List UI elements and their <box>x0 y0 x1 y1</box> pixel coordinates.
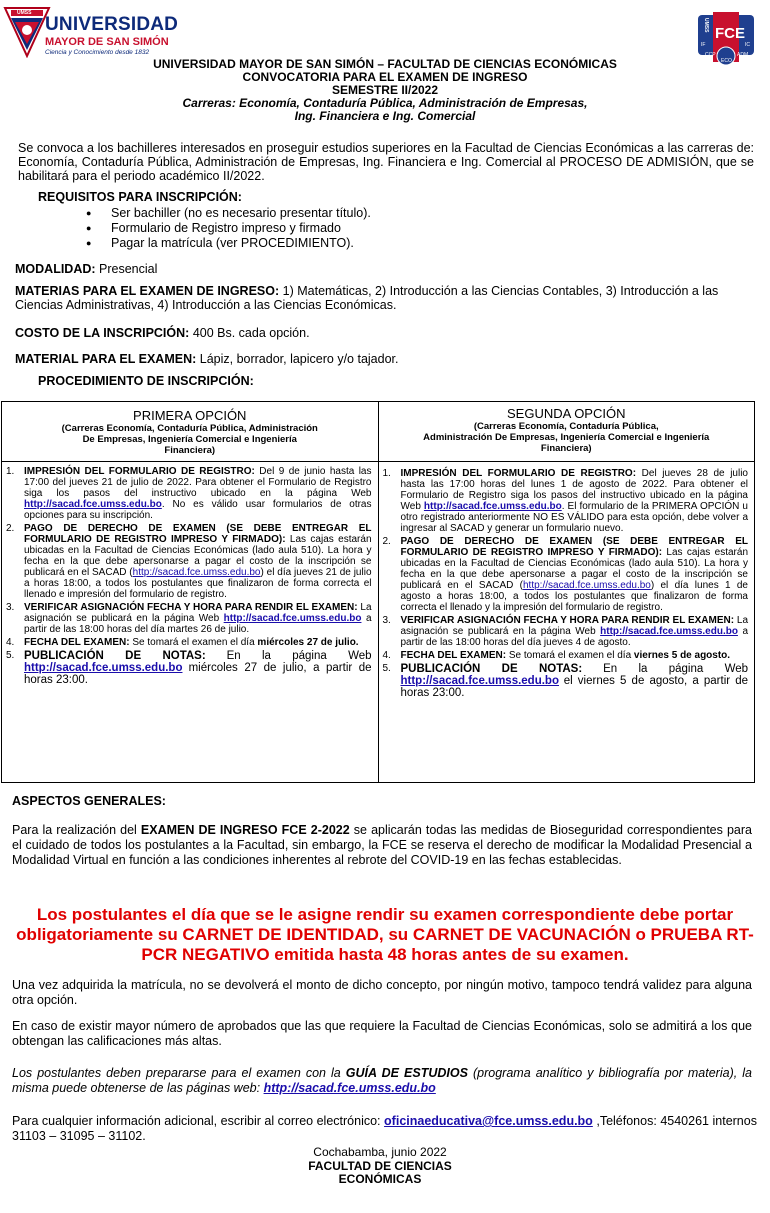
step-heading: FECHA DEL EXAMEN: <box>24 637 130 648</box>
fce-logo <box>695 12 757 66</box>
step-date: miércoles 27 de julio. <box>257 637 359 648</box>
step-heading: PUBLICACIÓN DE NOTAS: <box>400 663 583 675</box>
modality-label: MODALIDAD: <box>15 262 96 276</box>
general-p4-mid: (programa analítico y bibliografía por materia), la misma puede obtenerse de las páginas web: <box>12 1066 752 1095</box>
option2-title: SEGUNDA OPCIÓN <box>507 406 626 421</box>
general-p1-start: Para la realización del <box>12 823 137 837</box>
step-number: 4. <box>6 637 15 648</box>
sacad-link[interactable]: http://sacad.fce.umss.edu.bo <box>400 675 559 687</box>
general-paragraph-2: Una vez adquirida la matrícula, no se devolverá el monto de dicho concepto, por ningún motivo, tampoco tendrá validez para alguna otra opción. <box>12 978 752 1007</box>
option1-step <box>2 466 372 521</box>
step-text-end: miércoles 27 de julio, a partir de horas 23:00. <box>24 662 372 686</box>
step-text: Del jueves 28 de julio hasta las 17:00 horas del lunes 1 de agosto de 2022. Para obtener el Formulario de Registro siga los pasos del instructivo ubicado en la página Web <box>400 468 748 512</box>
header-careers-1: Carreras: Economía, Contaduría Pública, Administración de Empresas, <box>182 96 588 110</box>
step-text: Las cajas estarán ubicadas en la Facultad de Ciencias Económicas (lado aula 510). La hora y fecha en la que debe apersonarse a pagar el costo de la inscripción se publicará en el SACAD ( <box>24 534 372 578</box>
sacad-link[interactable]: http://sacad.fce.umss.edu.bo <box>423 501 562 512</box>
step-heading: FECHA DEL EXAMEN: <box>400 650 507 661</box>
cost-value: 400 Bs. cada opción. <box>192 326 310 340</box>
step-number: 5. <box>382 663 391 674</box>
step-number: 2. <box>382 536 391 547</box>
fce-small-ccp: CCP <box>705 52 716 58</box>
option2-step <box>379 615 749 648</box>
general-p1-exam: EXAMEN DE INGRESO FCE 2-2022 <box>140 823 350 837</box>
intro-paragraph: Se convoca a los bachilleres interesados en proseguir estudios superiores en la Facultad de Ciencias Económicas a las carreras de: Economía, Contaduría Pública, Administración de Empresas, Ing. Financiera e Ing. Comercial al PROCESO DE ADMISIÓN, que se habilitará para el periodo académico II/2022. <box>18 141 754 183</box>
option2-sub3: Financiera) <box>540 443 592 454</box>
step-text-end: a partir de las 18:00 horas del día martes 26 de julio. <box>24 613 372 635</box>
step-text: La asignación se publicará en la página Web <box>24 602 372 624</box>
option1-step <box>2 602 372 635</box>
fce-letters: FCE <box>715 25 745 42</box>
umss-subname: MAYOR DE SAN SIMÓN <box>45 36 169 48</box>
option1-steps <box>2 466 372 686</box>
step-number: 2. <box>6 523 15 534</box>
footer-org-2: ECONÓMICAS <box>338 1172 422 1186</box>
sacad-link[interactable]: http://sacad.fce.umss.edu.bo <box>600 626 738 637</box>
step-number: 4. <box>382 650 391 661</box>
sacad-link[interactable]: http://sacad.fce.umss.edu.bo <box>132 567 261 578</box>
general-p5-start: Para cualquier información adicional, escribir al correo electrónico: <box>12 1114 381 1128</box>
step-number: 1. <box>382 468 391 479</box>
requirements-title: REQUISITOS PARA INSCRIPCIÓN: <box>38 190 242 204</box>
subjects-label: MATERIAS PARA EL EXAMEN DE INGRESO: <box>15 284 280 298</box>
email-link[interactable]: oficinaeducativa@fce.umss.edu.bo <box>384 1114 593 1128</box>
sacad-link[interactable]: http://sacad.fce.umss.edu.bo <box>24 662 183 674</box>
list-item: ● Pagar la matrícula (ver PROCEDIMIENTO). <box>86 236 371 251</box>
option1-title: PRIMERA OPCIÓN <box>133 408 247 423</box>
step-text-end: el viernes 5 de agosto, a partir de horas 23:00. <box>400 675 749 699</box>
step-heading: IMPRESIÓN DEL FORMULARIO DE REGISTRO: <box>400 468 637 479</box>
material-line <box>15 352 398 366</box>
option1-step <box>2 523 372 600</box>
option2-steps-cell <box>378 462 755 783</box>
step-number: 1. <box>6 466 15 477</box>
step-text-end: a partir de las 18:00 horas del día jueves 4 de agosto. <box>400 626 748 648</box>
material-label: MATERIAL PARA EL EXAMEN: <box>15 352 197 366</box>
option1-steps-cell <box>2 462 379 783</box>
step-number: 3. <box>382 615 391 626</box>
footer-org-1: FACULTAD DE CIENCIAS <box>308 1158 452 1173</box>
option1-sub3: Financiera) <box>164 445 216 456</box>
step-heading: PAGO DE DERECHO DE EXAMEN (SE DEBE ENTREGAR EL FORMULARIO DE REGISTRO IMPRESO Y FIRMADO): <box>400 536 748 558</box>
option2-steps <box>379 468 749 699</box>
general-paragraph-4 <box>12 1066 752 1096</box>
cost-line <box>15 326 310 340</box>
umss-logo <box>3 6 183 58</box>
general-p5-end: ,Teléfonos: 4540261 internos 31103 – 31095 – 31102. <box>12 1114 757 1143</box>
step-heading: IMPRESIÓN DEL FORMULARIO DE REGISTRO: <box>24 466 255 477</box>
umss-badge-text: UMSS <box>17 10 32 16</box>
sacad-link[interactable]: http://sacad.fce.umss.edu.bo <box>24 499 162 510</box>
header-line-3: SEMESTRE II/2022 <box>331 83 439 97</box>
fce-umss-text: UMSS <box>703 18 709 33</box>
modality-value: Presencial <box>99 262 158 276</box>
step-text: Del 9 de junio hasta las 17:00 del jueves 21 de julio de 2022. Para obtener el Formulario de Registro siga los pasos del instructivo ubicado en la página Web <box>24 466 372 499</box>
option1-step <box>2 650 372 686</box>
fce-small-ic: IC <box>745 42 750 48</box>
step-number: 5. <box>6 650 15 661</box>
fce-small-adm: ADM <box>737 52 749 58</box>
step-text-end: ) el día lunes 1 de agosto a horas 18:00, a todos los postulantes que finalizaron de forma correcta el llenado y la impresión del formulario de registro. <box>400 580 748 613</box>
general-paragraph-5 <box>12 1114 757 1144</box>
option1-header <box>2 402 379 462</box>
requirements-list <box>86 206 371 251</box>
step-heading: VERIFICAR ASIGNACIÓN FECHA Y HORA PARA RENDIR EL EXAMEN: <box>24 602 358 613</box>
step-text: En la página Web <box>603 663 749 675</box>
cost-label: COSTO DE LA INSCRIPCIÓN: <box>15 326 190 340</box>
step-text: En la página Web <box>226 650 372 662</box>
procedure-title: PROCEDIMIENTO DE INSCRIPCIÓN: <box>38 374 254 388</box>
option2-sub2: Administración De Empresas, Ingeniería Comercial e Ingeniería <box>423 432 710 443</box>
warning-notice: Los postulantes el día que se le asigne rendir su examen correspondiente debe portar obligatoriamente su CARNET DE IDENTIDAD, su CARNET DE VACUNACIÓN o PRUEBA RT-PCR NEGATIVO emitida hasta 48 horas antes de su examen. <box>16 905 754 964</box>
document-footer <box>230 1146 530 1187</box>
step-heading: PUBLICACIÓN DE NOTAS: <box>24 650 206 662</box>
step-text: La asignación se publicará en la página Web <box>400 615 749 637</box>
option2-step <box>379 468 749 534</box>
step-heading: PAGO DE DERECHO DE EXAMEN (SE DEBE ENTREGAR EL FORMULARIO DE REGISTRO IMPRESO Y FIRMADO): <box>24 523 372 545</box>
general-title: ASPECTOS GENERALES: <box>12 794 166 808</box>
step-text: Se tomará el examen el día <box>132 637 255 648</box>
header-careers-2: Ing. Financiera e Ing. Comercial <box>294 109 476 123</box>
subjects-value: 1) Matemáticas, 2) Introducción a las Ciencias Contables, 3) Introducción a las Ciencias Administrativas, 4) Introducción a las Ciencias Económicas. <box>15 284 719 312</box>
subjects-line <box>15 284 763 312</box>
header-line-1: UNIVERSIDAD MAYOR DE SAN SIMÓN – FACULTAD DE CIENCIAS ECONÓMICAS <box>153 57 617 71</box>
step-text: Se tomará el examen el día <box>508 650 632 661</box>
option2-step <box>379 663 749 699</box>
option1-sub2: De Empresas, Ingeniería Comercial e Ingeniería <box>82 434 297 445</box>
option2-step <box>379 650 749 661</box>
option2-sub1: (Carreras Economía, Contaduría Pública, <box>473 421 659 432</box>
option2-step <box>379 536 749 613</box>
step-number: 3. <box>6 602 15 613</box>
study-guide-label: GUÍA DE ESTUDIOS <box>345 1066 468 1080</box>
step-text: Las cajas estarán ubicadas en la Facultad de Ciencias Económicas (lado aula 510). La hora y fecha en la que debe apersonarse a pagar el costo de la inscripción se publicará en el SACAD ( <box>400 547 748 591</box>
sacad-link[interactable]: http://sacad.fce.umss.edu.bo <box>223 613 362 624</box>
sacad-link[interactable]: http://sacad.fce.umss.edu.bo <box>523 580 651 591</box>
umss-name: UNIVERSIDAD <box>45 14 179 35</box>
step-text-end: ) el día jueves 21 de julio a horas 18:00, a todos los postulantes que finalizaron de forma correcta el llenado e impresión del formulario de registro. <box>24 567 372 600</box>
footer-place-date: Cochabamba, junio 2022 <box>313 1145 447 1159</box>
option2-header <box>378 402 755 462</box>
step-text-end: . No es válido usar formularios de otras opciones para su inscripción. <box>24 499 372 521</box>
step-text-end: . El formulario de la PRIMERA OPCIÓN u otro registrado anteriormente NO ES VÁLIDO para esta opción, debe volver a ingresar al SACAD y generar un formulario nuevo. <box>400 501 748 534</box>
options-table <box>1 401 755 783</box>
fce-small-if: IF <box>701 42 706 48</box>
general-paragraph-3: En caso de existir mayor número de aprobados que las que requiere la Facultad de Ciencias Económicas, solo se admitirá a los que obtengan las calificaciones más altas. <box>12 1019 752 1048</box>
general-p4-start: Los postulantes deben prepararse para el examen con la <box>12 1066 341 1080</box>
option1-sub1: (Carreras Economía, Contaduría Pública, Administración <box>61 423 318 434</box>
fce-small-eco: ECO <box>721 58 732 64</box>
umss-slogan: Ciencia y Conocimiento desde 1832 <box>45 49 150 56</box>
header-line-2: CONVOCATORIA PARA EL EXAMEN DE INGRESO <box>242 70 528 84</box>
general-paragraph-1 <box>12 823 752 868</box>
step-date: viernes 5 de agosto. <box>633 650 731 661</box>
document-header <box>100 58 670 123</box>
option1-step <box>2 637 372 648</box>
step-heading: VERIFICAR ASIGNACIÓN FECHA Y HORA PARA RENDIR EL EXAMEN: <box>400 615 735 626</box>
modality-line <box>15 262 157 276</box>
list-item: ● Formulario de Registro impreso y firmado <box>86 221 371 236</box>
general-p1-end: se aplicarán todas las medidas de Bioseguridad correspondientes para el cuidado de todos los postulantes a la Facultad, sin embargo, la FCE se reserva el derecho de modificar la Modalidad Presencial a Modalidad Virtual en función a las condiciones inherentes al rebrote del COVID-19 en las fechas establecidas. <box>12 823 752 867</box>
list-item: ● Ser bachiller (no es necesario presentar título). <box>86 206 371 221</box>
material-value: Lápiz, borrador, lapicero y/o tajador. <box>199 352 399 366</box>
sacad-link[interactable]: http://sacad.fce.umss.edu.bo <box>263 1081 436 1095</box>
